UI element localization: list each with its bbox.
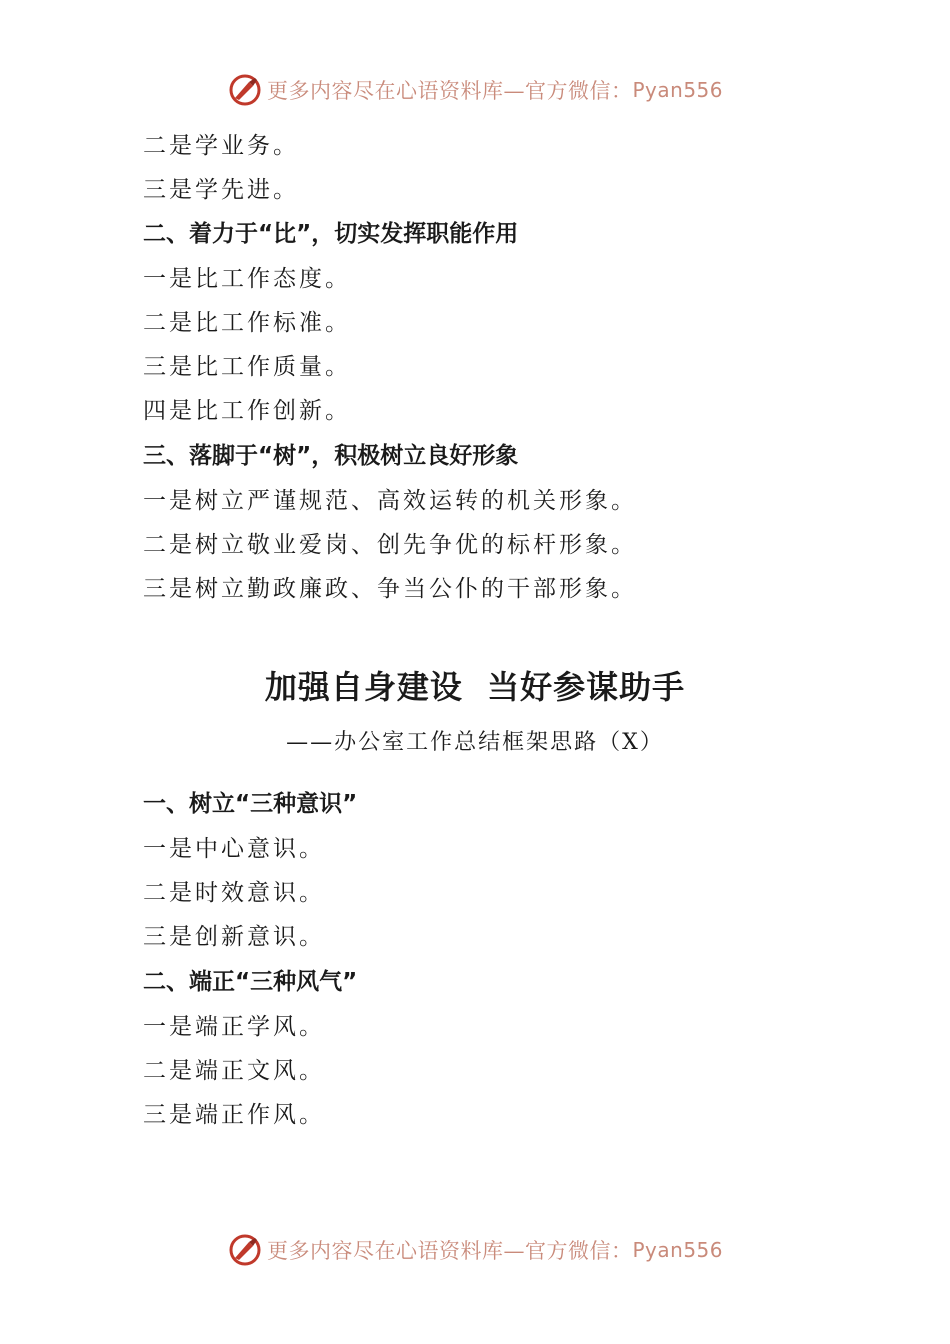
- section-heading: 二、着力于“比”，切实发挥职能作用: [143, 221, 519, 247]
- body-line: 三是学先进。: [143, 177, 299, 203]
- logo-icon: [227, 1232, 263, 1268]
- body-line: 一是端正学风。: [143, 1014, 325, 1040]
- header-watermark: [0, 72, 950, 108]
- body-line: 三是比工作质量。: [143, 354, 351, 380]
- section-heading: 一、树立“三种意识”: [143, 791, 358, 817]
- body-line: 二是学业务。: [143, 133, 299, 159]
- body-line: 四是比工作创新。: [143, 398, 351, 424]
- watermark-id: Pyan556: [632, 78, 723, 102]
- body-line: 一是树立严谨规范、高效运转的机关形象。: [143, 488, 637, 514]
- body-line: 二是比工作标准。: [143, 310, 351, 336]
- logo-icon: [227, 72, 263, 108]
- body-line: 一是比工作态度。: [143, 266, 351, 292]
- body-line: 三是端正作风。: [143, 1102, 325, 1128]
- section-heading: 三、落脚于“树”，积极树立良好形象: [143, 443, 519, 469]
- section-heading: 二、端正“三种风气”: [143, 969, 358, 995]
- watermark-text: 更多内容尽在心语资料库—官方微信：: [266, 79, 633, 103]
- watermark-id: Pyan556: [632, 1238, 723, 1262]
- body-line: 二是端正文风。: [143, 1058, 325, 1084]
- article-subtitle: ——办公室工作总结框架思路（X）: [286, 730, 664, 755]
- footer-watermark: [0, 1232, 950, 1268]
- watermark-text: 更多内容尽在心语资料库—官方微信：: [266, 1239, 633, 1263]
- body-line: 三是创新意识。: [143, 924, 325, 950]
- body-line: 三是树立勤政廉政、争当公仆的干部形象。: [143, 576, 637, 602]
- article-title: 加强自身建设 当好参谋助手: [264, 668, 686, 706]
- body-line: 二是时效意识。: [143, 880, 325, 906]
- body-line: 一是中心意识。: [143, 836, 325, 862]
- body-line: 二是树立敬业爱岗、创先争优的标杆形象。: [143, 532, 637, 558]
